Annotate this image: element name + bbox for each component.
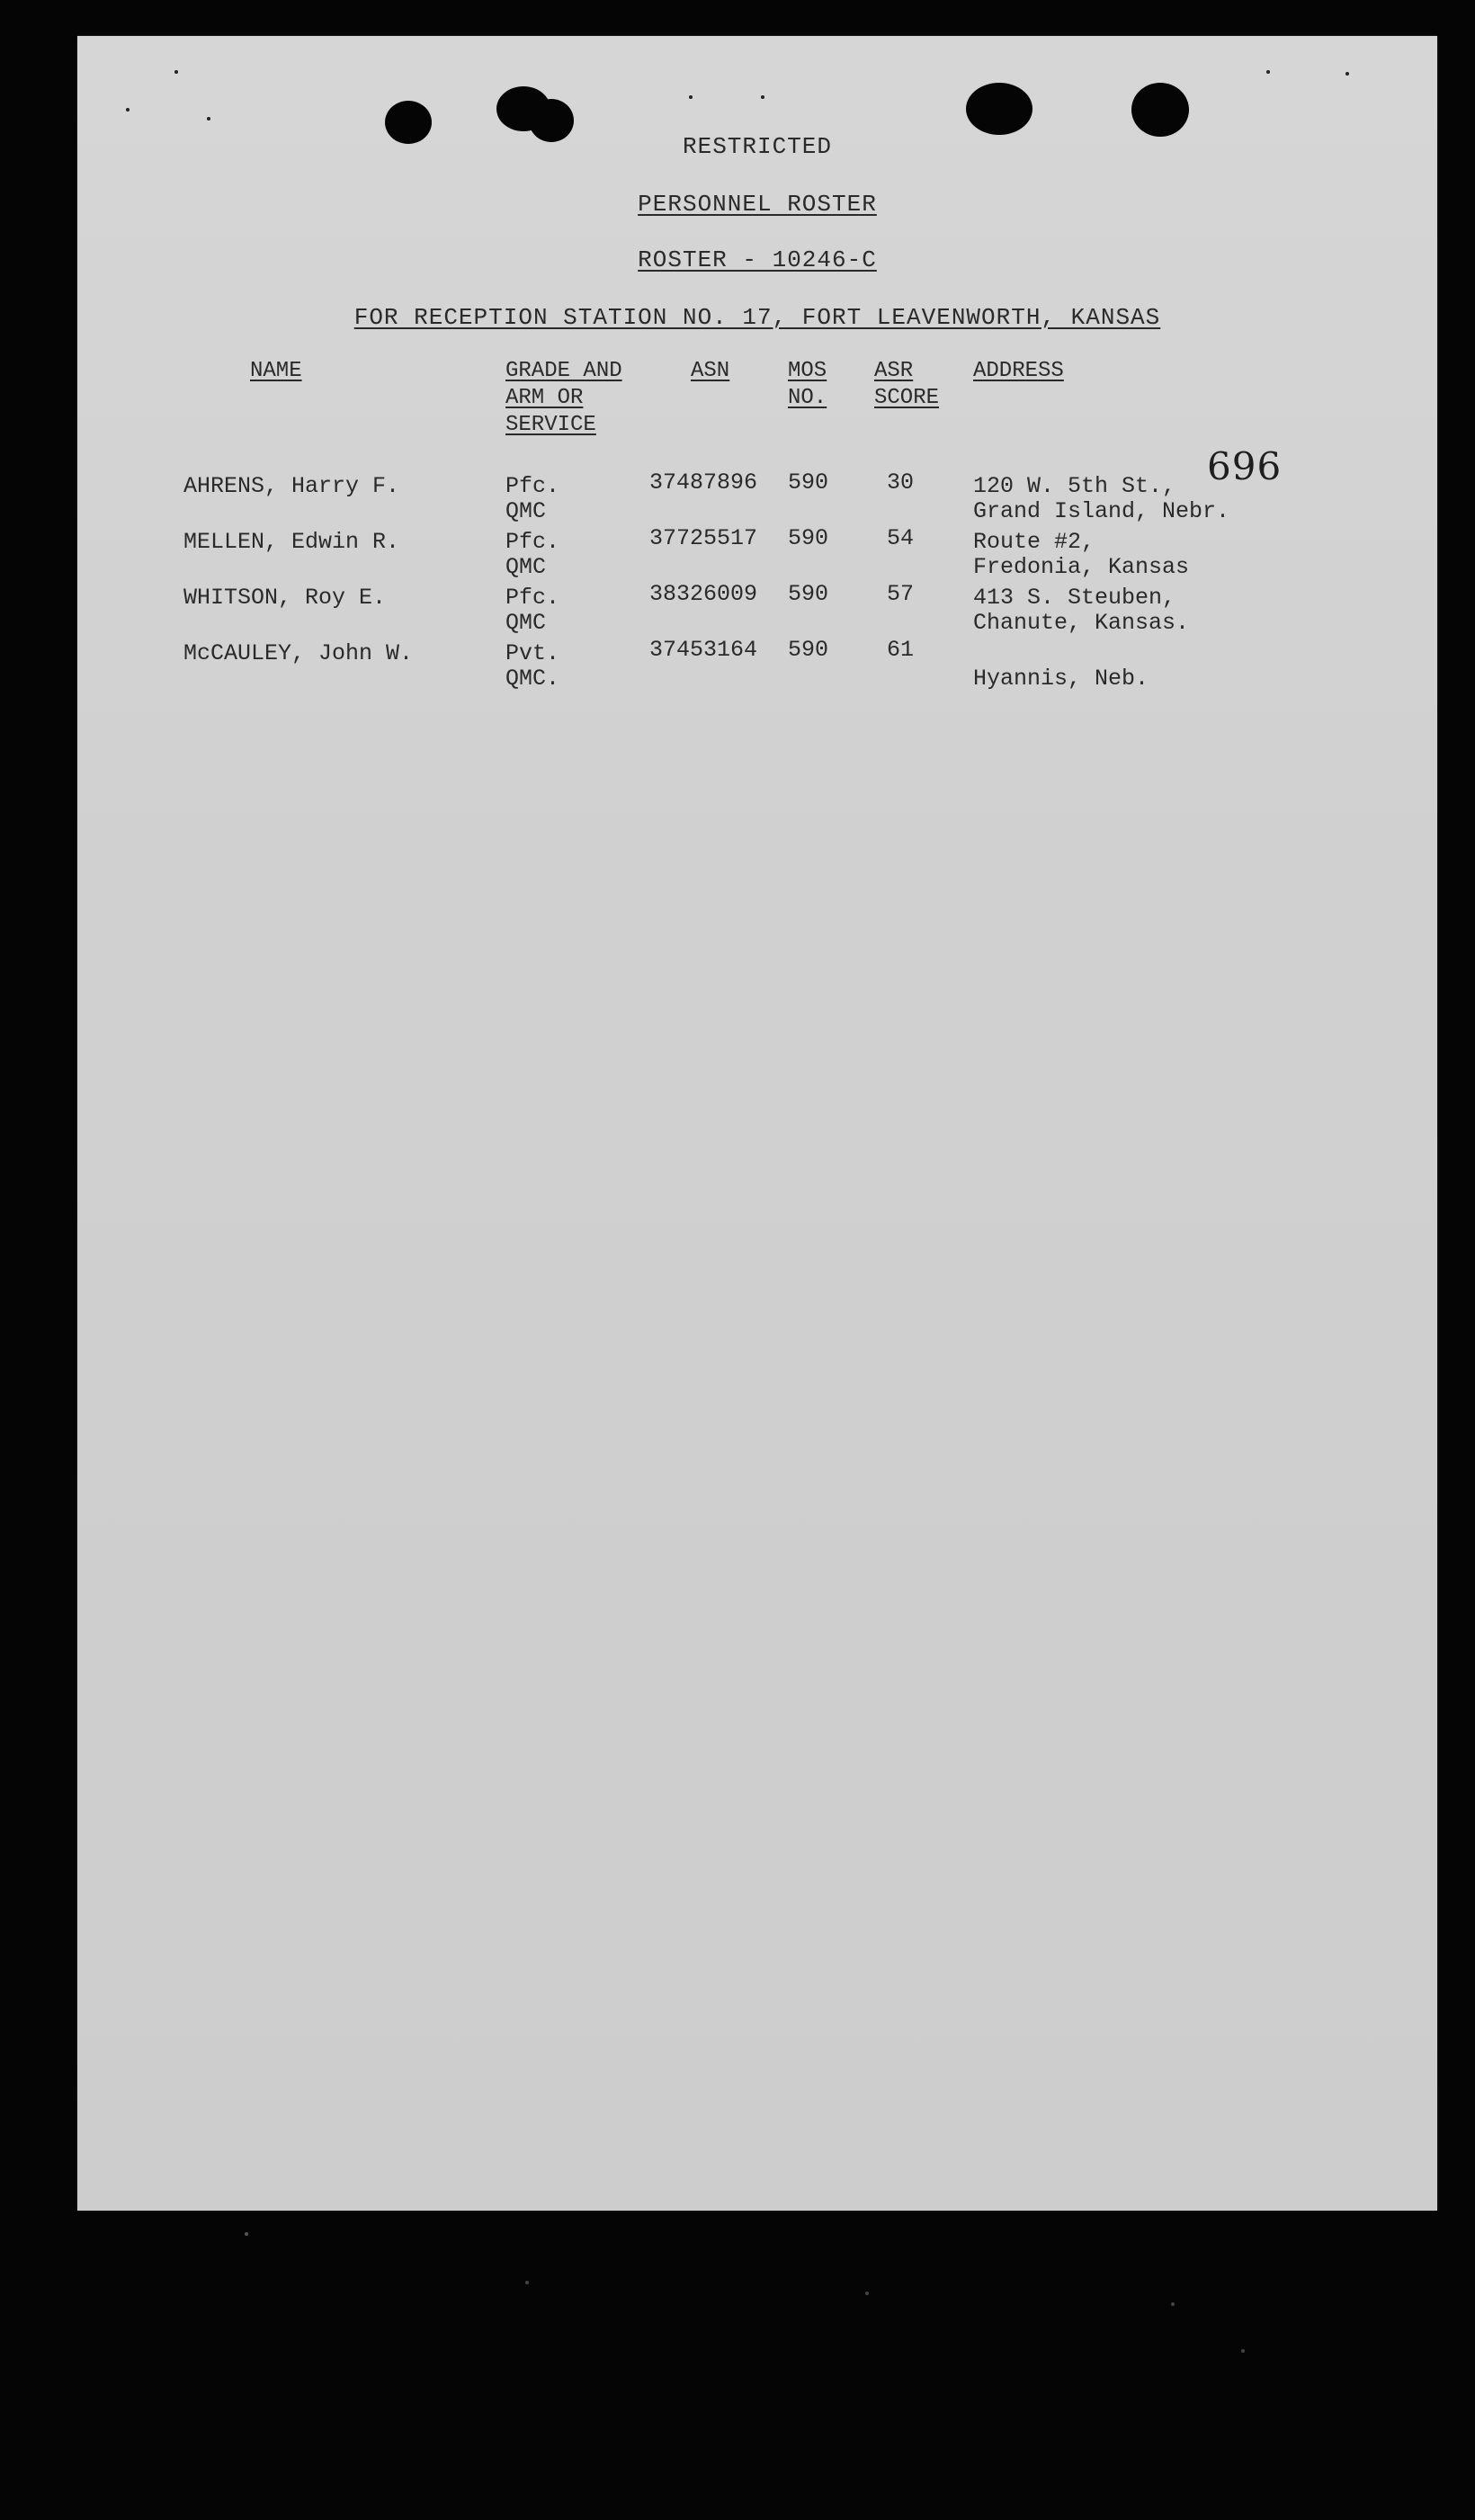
- border-speck: [865, 2292, 869, 2295]
- column-header-asn: ASN: [691, 359, 730, 383]
- roster-row-asn: 37453164: [649, 637, 758, 663]
- roster-row-mos: 590: [788, 469, 829, 496]
- roster-row-asn: 37725517: [649, 525, 758, 551]
- roster-row-mos: 590: [788, 637, 829, 663]
- roster-title: [77, 191, 1437, 218]
- roster-row-address-1: Route #2,: [973, 529, 1095, 555]
- roster-row-address-1: 120 W. 5th St.,: [973, 473, 1176, 499]
- paper-speck: [689, 95, 693, 99]
- roster-row-score: 57: [887, 581, 915, 607]
- roster-row-service: QMC.: [505, 666, 560, 692]
- roster-subtitle-text: FOR RECEPTION STATION NO. 17, FORT LEAVENWORTH, KANSAS: [353, 304, 1161, 331]
- roster-row-score: 30: [887, 469, 915, 496]
- roster-row-mos: 590: [788, 581, 829, 607]
- document-sheet: [77, 36, 1437, 2211]
- roster-row-address-2: Grand Island, Nebr.: [973, 498, 1230, 524]
- roster-row-grade: Pfc.: [505, 473, 560, 499]
- column-header-grade: GRADE AND ARM OR SERVICE: [505, 359, 622, 437]
- column-header-mos: MOS NO.: [788, 359, 827, 410]
- paper-speck: [207, 117, 210, 121]
- roster-row-mos: 590: [788, 525, 829, 551]
- border-speck: [525, 2281, 529, 2284]
- roster-subtitle: [77, 304, 1437, 331]
- column-header-name: NAME: [250, 359, 302, 383]
- border-speck: [1171, 2302, 1175, 2306]
- paper-speck: [761, 95, 764, 99]
- roster-row-asn: 37487896: [649, 469, 758, 496]
- roster-row-score: 61: [887, 637, 915, 663]
- column-header-score: ASR SCORE: [874, 359, 940, 410]
- punch-hole: [966, 83, 1032, 135]
- paper-speck: [1266, 70, 1270, 74]
- roster-row-asn: 38326009: [649, 581, 758, 607]
- classification-text: RESTRICTED: [682, 133, 833, 160]
- paper-speck: [1345, 72, 1349, 76]
- border-speck: [1241, 2349, 1245, 2353]
- roster-row-grade: Pfc.: [505, 585, 560, 611]
- roster-row-service: QMC: [505, 554, 547, 580]
- roster-number: [77, 246, 1437, 273]
- roster-row-service: QMC: [505, 498, 547, 524]
- paper-speck: [126, 108, 130, 112]
- roster-row-address-1: 413 S. Steuben,: [973, 585, 1176, 611]
- column-header-address: ADDRESS: [973, 359, 1064, 383]
- border-speck: [245, 2232, 248, 2236]
- roster-row-name: AHRENS, Harry F.: [183, 473, 400, 499]
- roster-row-score: 54: [887, 525, 915, 551]
- roster-number-text: ROSTER - 10246-C: [638, 246, 877, 273]
- roster-row-name: WHITSON, Roy E.: [183, 585, 387, 611]
- roster-row-grade: Pvt.: [505, 640, 560, 666]
- roster-row-name: MELLEN, Edwin R.: [183, 529, 400, 555]
- paper-speck: [174, 70, 178, 74]
- roster-row-address-2: Chanute, Kansas.: [973, 610, 1190, 636]
- roster-row-address-2: Fredonia, Kansas: [973, 554, 1190, 580]
- punch-hole: [1131, 83, 1189, 137]
- roster-row-grade: Pfc.: [505, 529, 560, 555]
- page-number-stamp: 696: [1207, 444, 1283, 488]
- roster-title-text: PERSONNEL ROSTER: [638, 191, 877, 218]
- roster-row-name: McCAULEY, John W.: [183, 640, 414, 666]
- roster-row-service: QMC: [505, 610, 547, 636]
- roster-row-address-2: Hyannis, Neb.: [973, 666, 1149, 692]
- classification-heading: [77, 133, 1437, 160]
